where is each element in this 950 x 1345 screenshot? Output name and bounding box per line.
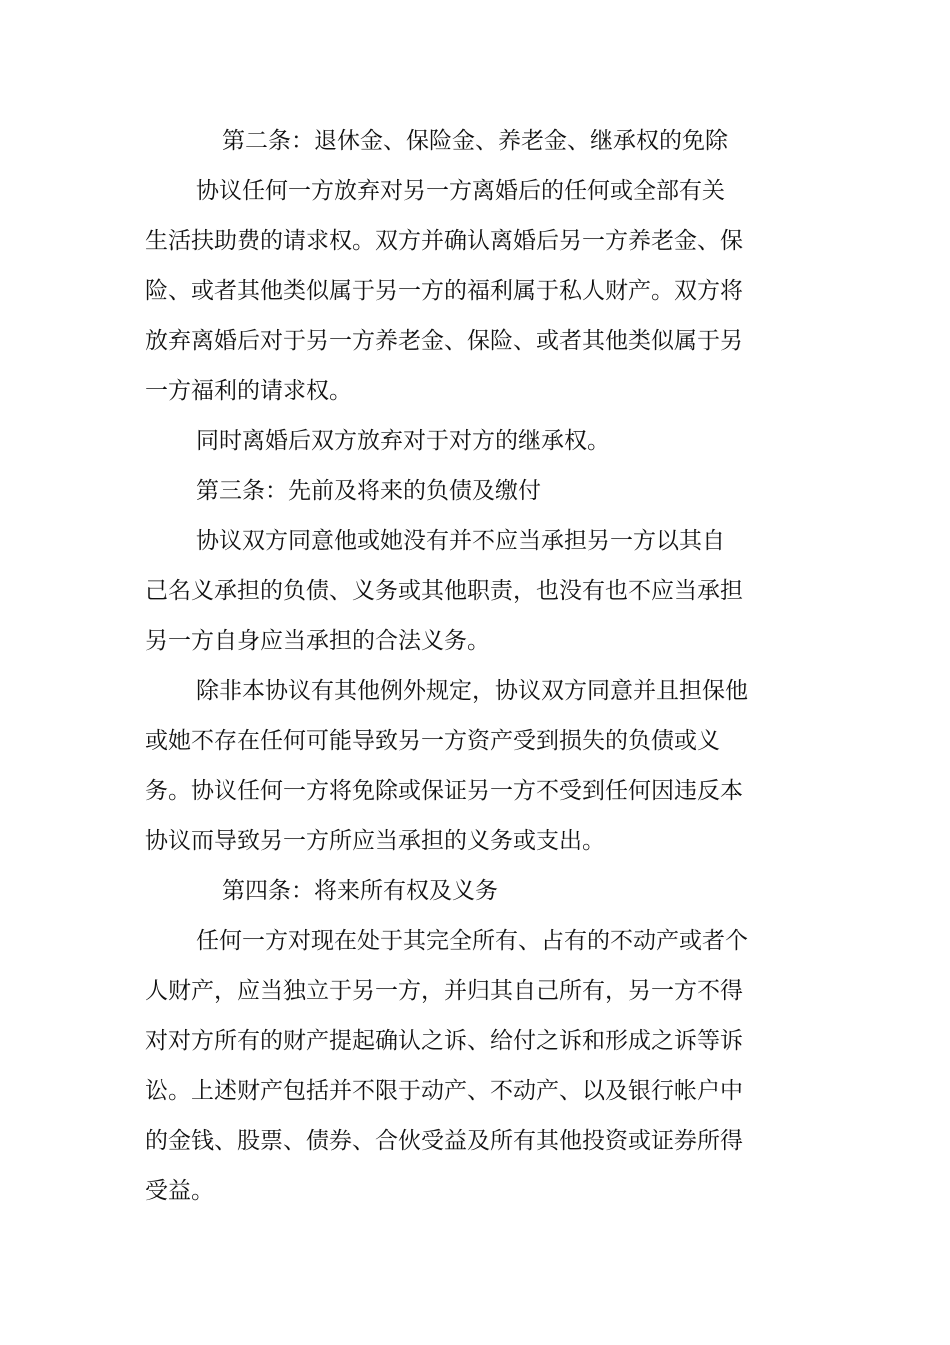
paragraph-line: 对对方所有的财产提起确认之诉、给付之诉和形成之诉等诉 xyxy=(145,1028,743,1054)
paragraph-line: 生活扶助费的请求权。双方并确认离婚后另一方养老金、保 xyxy=(145,228,743,254)
paragraph-line: 或她不存在任何可能导致另一方资产受到损失的负债或义 xyxy=(145,728,720,754)
paragraph-line: 讼。上述财产包括并不限于动产、不动产、以及银行帐户中 xyxy=(145,1078,743,1104)
paragraph-line: 的金钱、股票、债券、合伙受益及所有其他投资或证券所得 xyxy=(145,1128,743,1154)
paragraph-line: 协议而导致另一方所应当承担的义务或支出。 xyxy=(145,828,605,854)
paragraph-line: 务。协议任何一方将免除或保证另一方不受到任何因违反本 xyxy=(145,778,743,804)
paragraph-line: 受益。 xyxy=(145,1178,214,1204)
paragraph-line: 除非本协议有其他例外规定，协议双方同意并且担保他 xyxy=(196,678,748,704)
paragraph-line: 协议双方同意他或她没有并不应当承担另一方以其自 xyxy=(196,528,725,554)
paragraph-line: 险、或者其他类似属于另一方的福利属于私人财产。双方将 xyxy=(145,278,743,304)
paragraph-line: 一方福利的请求权。 xyxy=(145,378,352,404)
paragraph-line: 同时离婚后双方放弃对于对方的继承权。 xyxy=(196,428,610,454)
paragraph-line: 任何一方对现在处于其完全所有、占有的不动产或者个 xyxy=(196,928,748,954)
paragraph-line: 协议任何一方放弃对另一方离婚后的任何或全部有关 xyxy=(196,178,725,204)
paragraph-line: 放弃离婚后对于另一方养老金、保险、或者其他类似属于另 xyxy=(145,328,743,354)
paragraph-line: 人财产，应当独立于另一方，并归其自己所有，另一方不得 xyxy=(145,978,743,1004)
article-2-heading: 第二条：退休金、保险金、养老金、继承权的免除 xyxy=(222,128,728,154)
paragraph-line: 己名义承担的负债、义务或其他职责，也没有也不应当承担 xyxy=(145,578,743,604)
article-3-heading: 第三条：先前及将来的负债及缴付 xyxy=(196,478,541,504)
paragraph-line: 另一方自身应当承担的合法义务。 xyxy=(145,628,490,654)
article-4-heading: 第四条：将来所有权及义务 xyxy=(222,878,498,904)
